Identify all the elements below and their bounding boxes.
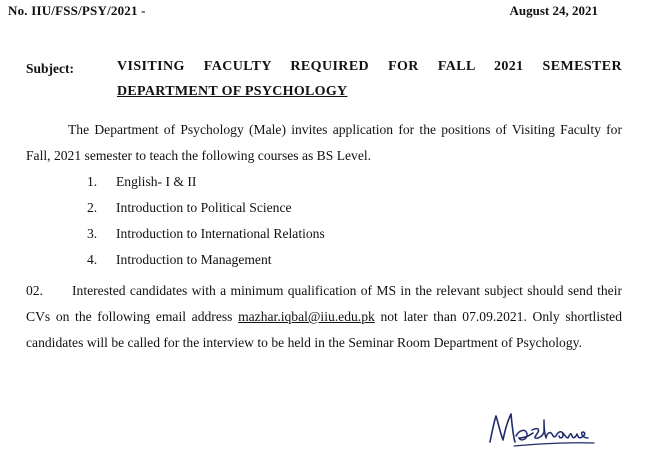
course-number: 4. xyxy=(87,252,98,267)
reference-number: No. IIU/FSS/PSY/2021 - xyxy=(8,3,146,18)
subject-department: DEPARTMENT OF PSYCHOLOGY xyxy=(117,84,348,99)
course-title: English- I & II xyxy=(116,174,197,189)
email-link[interactable]: mazhar.iqbal@iiu.edu.pk xyxy=(238,309,375,324)
signature xyxy=(486,408,606,450)
document-date: August 24, 2021 xyxy=(509,3,598,18)
course-item xyxy=(87,195,325,221)
subject-label: Subject: xyxy=(26,61,74,76)
intro-paragraph: The Department of Psychology (Male) invites application for the positions of Visiting Faculty for Fall, 2021 semester to teach the following courses as BS Level. xyxy=(26,122,622,163)
course-item xyxy=(87,221,325,247)
course-list xyxy=(87,169,325,273)
course-number: 1. xyxy=(87,174,98,189)
course-title: Introduction to International Relations xyxy=(116,226,325,241)
course-title: Introduction to Management xyxy=(116,252,272,267)
course-number: 2. xyxy=(87,200,98,215)
course-title: Introduction to Political Science xyxy=(116,200,292,215)
course-item xyxy=(87,169,325,195)
paragraph-number: 02. xyxy=(26,283,43,298)
course-item xyxy=(87,247,325,273)
paragraph-text-end: not later than 07.09.2021. Only shortlisted candidates will be called for the interview to be held in the Seminar Room Department of Psychology. xyxy=(26,309,622,350)
course-number: 3. xyxy=(87,226,98,241)
subject-title: VISITING FACULTY REQUIRED FOR FALL 2021 SEMESTER xyxy=(117,59,622,74)
paragraph-text-start: Interested candidates with a minimum qualification of MS in the relevant subject should send their CVs on the following email address xyxy=(26,283,622,324)
application-paragraph xyxy=(26,278,622,356)
